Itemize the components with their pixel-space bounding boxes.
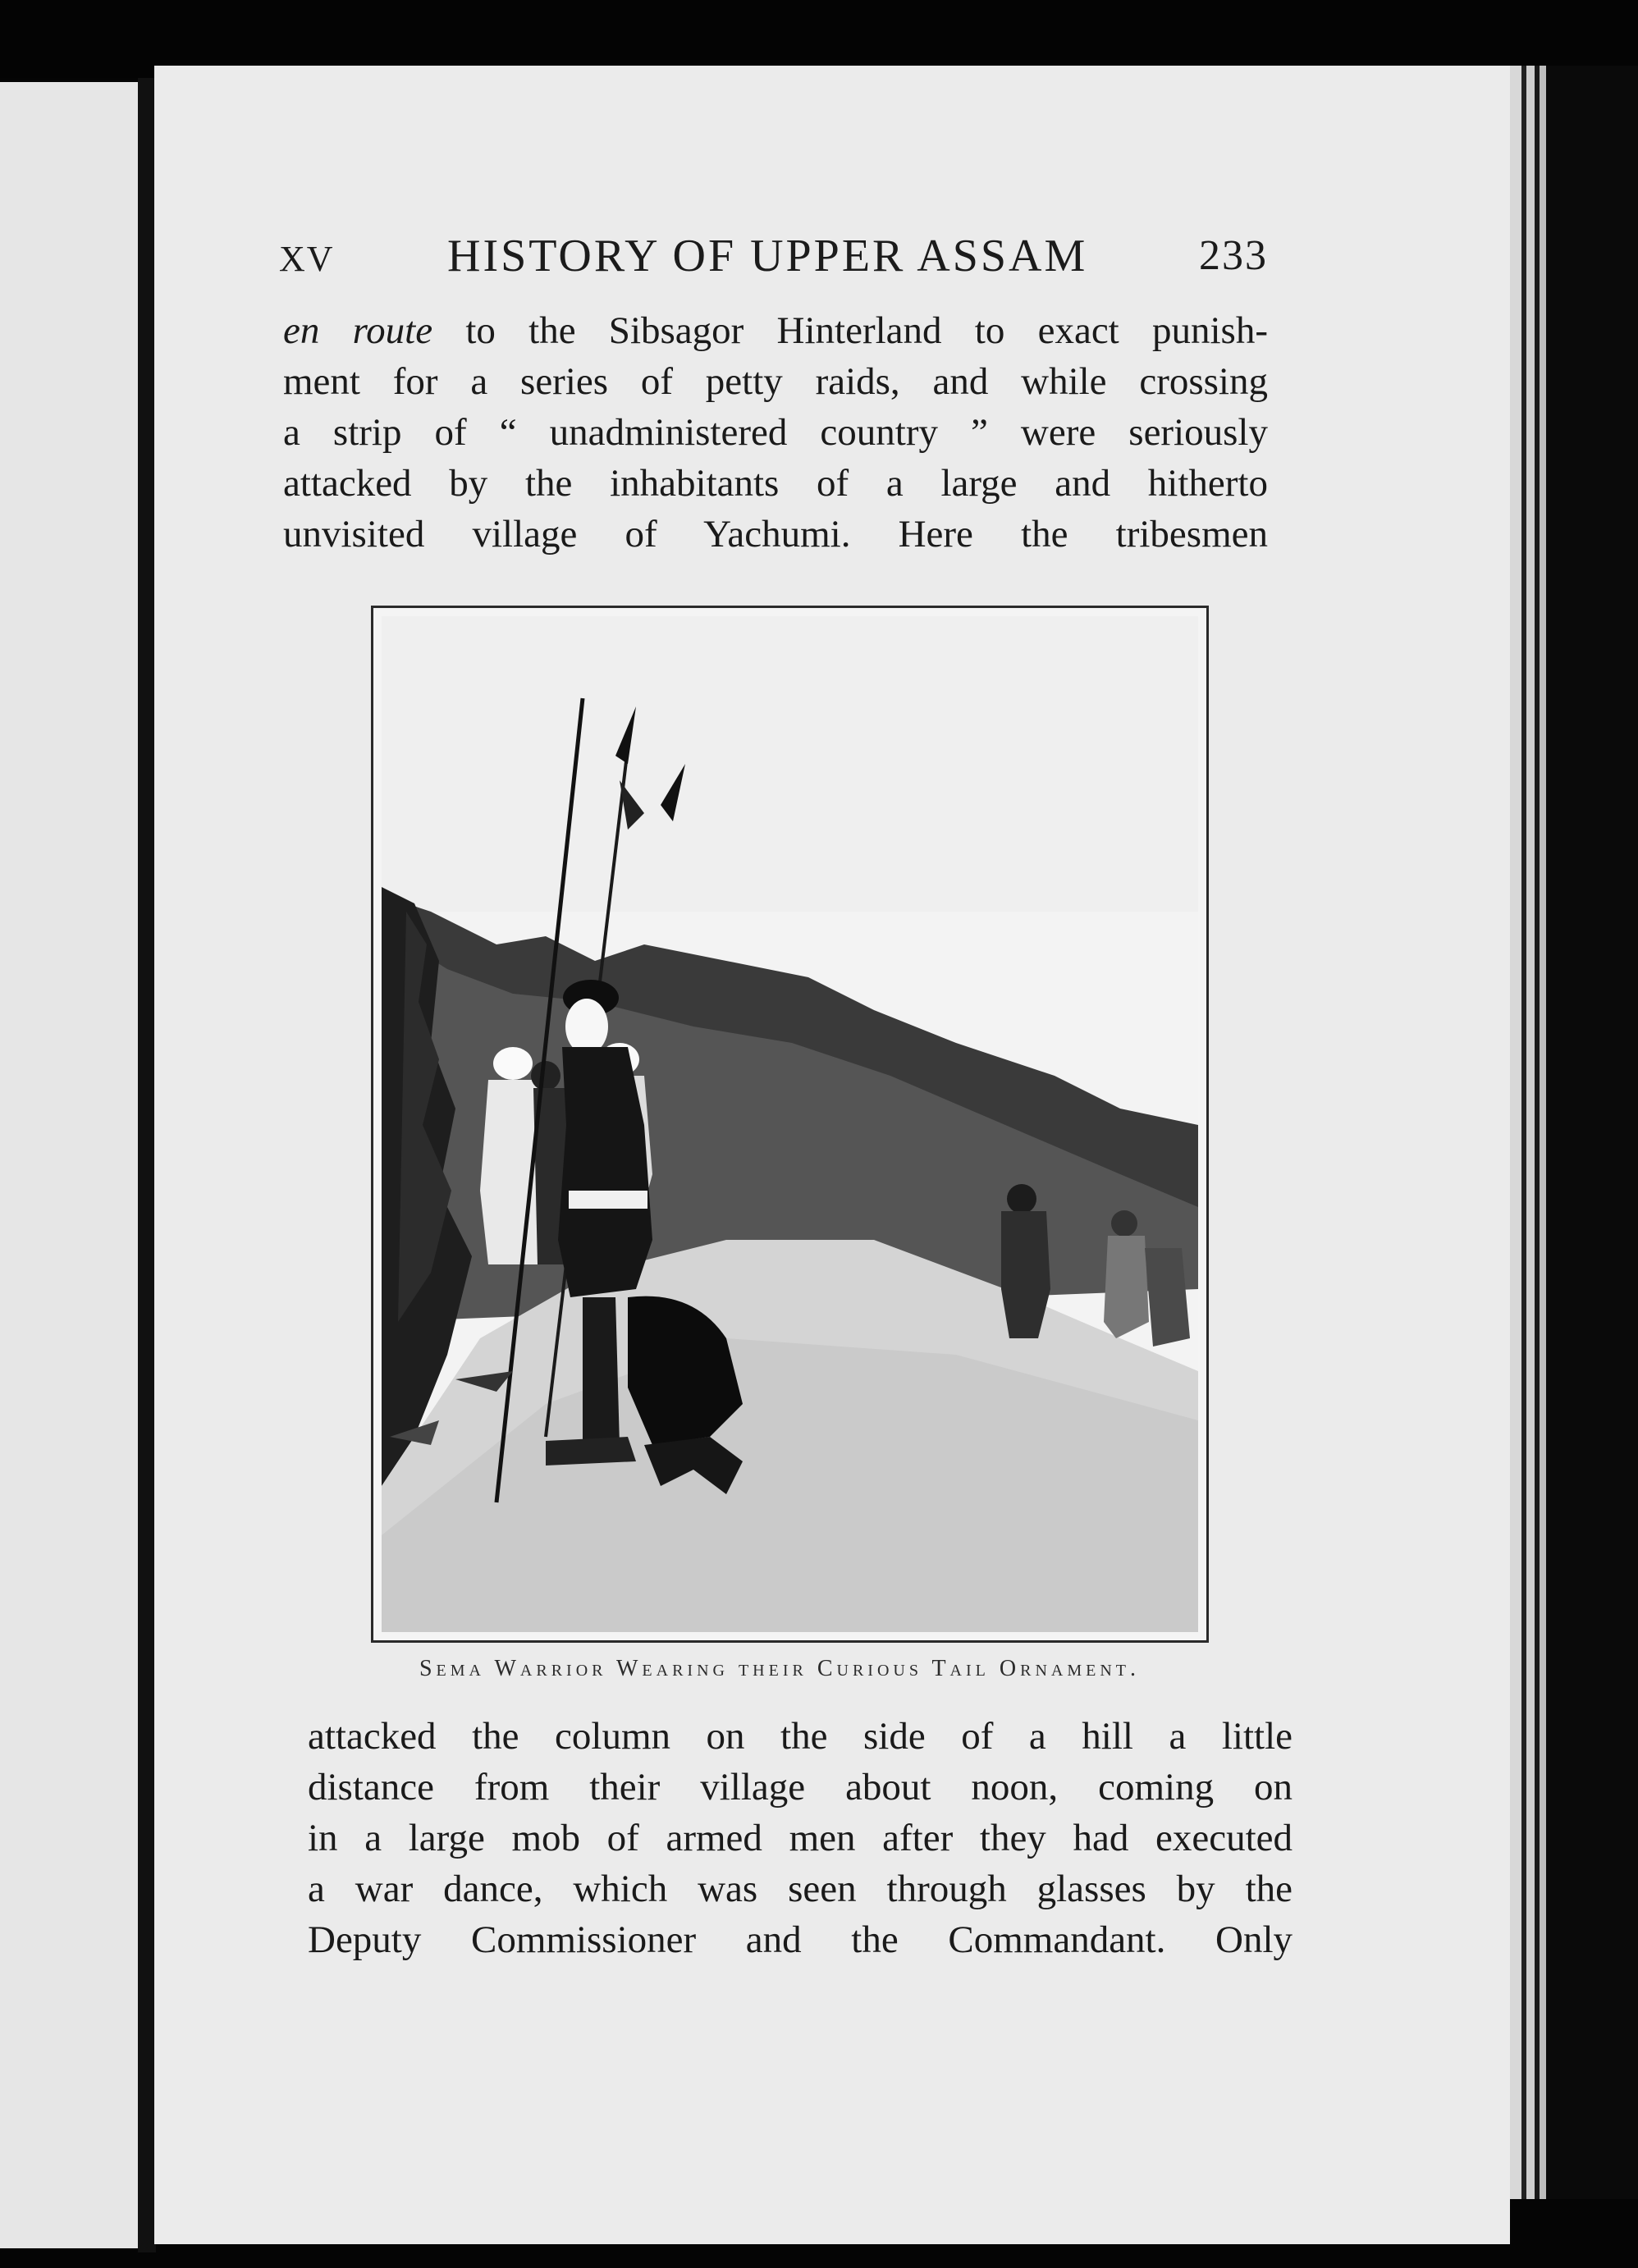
page-number: 233 xyxy=(1199,232,1268,279)
book-gutter xyxy=(138,78,156,2252)
photo-plate xyxy=(371,606,1209,1643)
text-line: ment for a series of petty raids, and while crossing xyxy=(283,360,1268,403)
text-run: to the Sibsagor Hinterland to exact punish- xyxy=(432,309,1268,352)
text-line: a strip of “ unadministered country ” were seriously xyxy=(283,411,1268,454)
page-stack-edge xyxy=(1526,66,1535,2199)
chapter-number: XV xyxy=(279,239,335,279)
page-stack-edge xyxy=(1540,66,1546,2199)
paragraph-bottom xyxy=(308,1711,1293,1965)
warrior-photograph xyxy=(382,616,1198,1632)
scan-border-right xyxy=(1546,66,1638,2199)
plate-caption: Sema Warrior Wearing their Curious Tail Ornament. xyxy=(419,1656,1140,1681)
text-line: Deputy Commissioner and the Commandant. Only xyxy=(308,1918,1293,1961)
facing-page-edge xyxy=(0,82,140,2248)
text-line: in a large mob of armed men after they had executed xyxy=(308,1817,1293,1859)
text-line: attacked the column on the side of a hill a little xyxy=(308,1715,1293,1758)
italic-phrase: en route xyxy=(283,309,433,352)
paragraph-top xyxy=(283,305,1268,560)
text-line: a war dance, which was seen through glasses by the xyxy=(308,1868,1293,1910)
book-title: HISTORY OF UPPER ASSAM xyxy=(447,231,1088,281)
text-line: attacked by the inhabitants of a large and hitherto xyxy=(283,462,1268,505)
text-line: unvisited village of Yachumi. Here the tribesmen xyxy=(283,513,1268,556)
text-line xyxy=(283,305,1268,356)
page-stack-edge xyxy=(1510,66,1521,2199)
running-head xyxy=(279,230,1268,287)
text-line: distance from their village about noon, coming on xyxy=(308,1766,1293,1808)
